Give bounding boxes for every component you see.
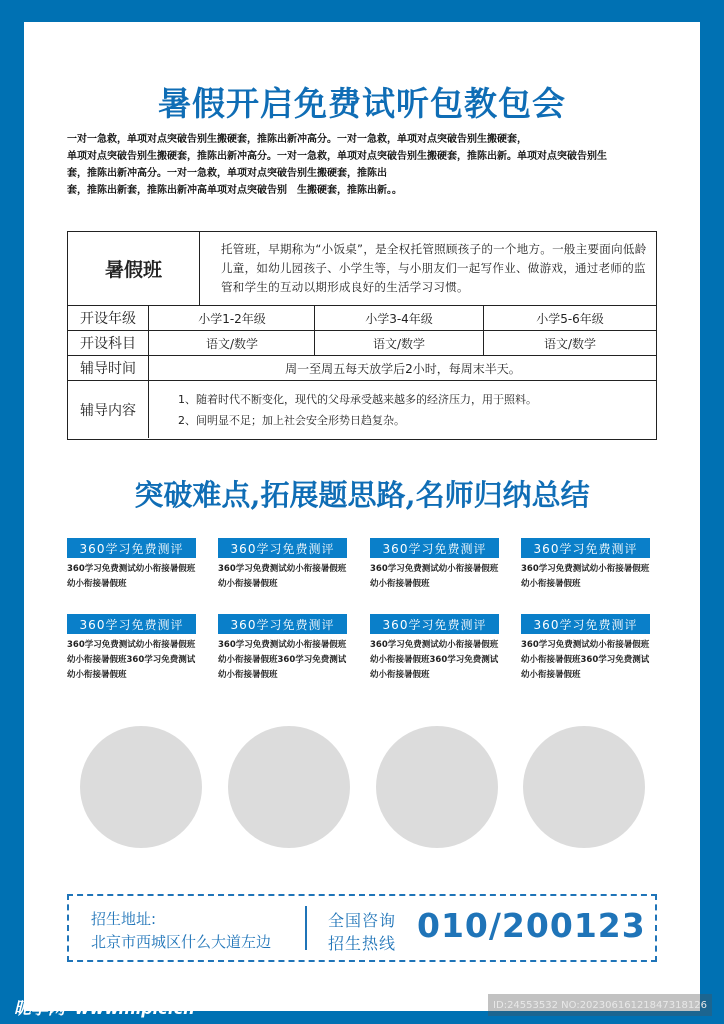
promo-badge[interactable]: 360学习免费测评 xyxy=(370,614,499,634)
subject-cell: 语文/数学 xyxy=(150,331,315,355)
row-label: 开设年级 xyxy=(68,306,149,330)
promo-badge[interactable]: 360学习免费测评 xyxy=(218,614,347,634)
table-row-content xyxy=(68,380,656,438)
promo-line: 幼小衔接暑假班 xyxy=(218,670,278,680)
row-label: 辅导内容 xyxy=(68,381,149,438)
promo-line: 360学习免费测试幼小衔接暑假班 xyxy=(67,564,196,574)
promo-line: 幼小衔接暑假班 xyxy=(67,670,127,680)
address-label: 招生地址: xyxy=(91,910,157,928)
phone-number[interactable]: 010/200123 xyxy=(417,906,646,945)
intro-line: 套，推陈出新套，推陈出新冲高单项对点突破告别 生搬硬套，推陈出新。。 xyxy=(67,185,402,196)
divider xyxy=(305,906,307,950)
promo-line: 360学习免费测试幼小衔接暑假班 xyxy=(521,640,650,650)
promo-text xyxy=(370,562,506,592)
promo-text xyxy=(67,638,203,683)
promo-line: 幼小衔接暑假班360学习免费测试 xyxy=(218,655,347,665)
photo-placeholder xyxy=(228,726,350,848)
content-cell xyxy=(150,381,656,438)
time-cell: 周一至周五每天放学后2小时，每周末半天。 xyxy=(285,361,521,376)
subject-cell: 语文/数学 xyxy=(543,336,597,351)
poster-title: 暑假开启免费试听包教包会 xyxy=(158,84,566,123)
promo-text xyxy=(67,562,203,592)
promo-card xyxy=(370,538,506,592)
grade-cell: 小学3-4年级 xyxy=(315,306,484,330)
photo-placeholder xyxy=(80,726,202,848)
promo-card xyxy=(521,614,657,683)
promo-badge[interactable]: 360学习免费测评 xyxy=(370,538,499,558)
photo-placeholder xyxy=(523,726,645,848)
watermark-logo: 昵享网 xyxy=(14,999,65,1019)
promo-line: 幼小衔接暑假班 xyxy=(370,579,430,589)
intro-line: 一对一急救，单项对点突破告别生搬硬套，推陈出新冲高分。一对一急救，单项对点突破告别生搬硬套， xyxy=(67,134,527,145)
promo-text xyxy=(370,638,506,683)
promo-line: 360学习免费测试幼小衔接暑假班 xyxy=(521,564,650,574)
promo-line: 幼小衔接暑假班360学习免费测试 xyxy=(67,655,196,665)
promo-line: 幼小衔接暑假班 xyxy=(218,579,278,589)
promo-card xyxy=(218,614,354,683)
section-title: 突破难点,拓展题思路,名师归纳总结 xyxy=(134,478,590,512)
photo-placeholder xyxy=(376,726,498,848)
promo-card xyxy=(521,538,657,592)
contact-box xyxy=(67,894,657,962)
grade-cell: 小学5-6年级 xyxy=(536,311,604,326)
row-label: 辅导时间 xyxy=(68,356,149,380)
hotline-label-2: 招生热线 xyxy=(328,934,397,953)
class-description: 托管班，早期称为“小饭桌”，是全权托管照顾孩子的一个地方。一般主要面向低龄儿童，如幼儿园孩子、小学生等，与小朋友们一起写作业、做游戏，通过老师的监管和学生的互动以期形成良好的生活学习习惯。 xyxy=(221,242,647,294)
promo-line: 360学习免费测试幼小衔接暑假班 xyxy=(218,640,347,650)
promo-card xyxy=(67,538,203,592)
promo-text xyxy=(218,562,354,592)
promo-badge[interactable]: 360学习免费测评 xyxy=(218,538,347,558)
content-item: 1、随着时代不断变化，现代的父母承受越来越多的经济压力，用于照料。 xyxy=(178,392,537,406)
content-item: 2、间明显不足；加上社会安全形势日趋复杂。 xyxy=(178,413,405,427)
promo-line: 幼小衔接暑假班 xyxy=(521,579,581,589)
promo-card xyxy=(218,538,354,592)
row-label: 开设科目 xyxy=(68,331,149,355)
promo-line: 幼小衔接暑假班 xyxy=(370,670,430,680)
promo-line: 360学习免费测试幼小衔接暑假班 xyxy=(67,640,196,650)
class-name: 暑假班 xyxy=(68,232,200,305)
promo-text xyxy=(218,638,354,683)
promo-line: 360学习免费测试幼小衔接暑假班 xyxy=(218,564,347,574)
promo-line: 360学习免费测试幼小衔接暑假班 xyxy=(370,640,499,650)
promo-line: 360学习免费测试幼小衔接暑假班 xyxy=(370,564,499,574)
intro-line: 单项对点突破告别生搬硬套，推陈出新冲高分。一对一急救，单项对点突破告别生搬硬套，推陈出新。单项对点突破告别生 xyxy=(67,151,607,162)
grade-cell: 小学1-2年级 xyxy=(150,306,315,330)
watermark-brand xyxy=(14,994,195,1019)
subject-cell: 语文/数学 xyxy=(315,331,484,355)
promo-line: 幼小衔接暑假班 xyxy=(521,670,581,680)
table-row-subjects xyxy=(68,330,656,355)
promo-line: 幼小衔接暑假班360学习免费测试 xyxy=(370,655,499,665)
promo-text xyxy=(521,562,657,592)
intro-line: 套，推陈出新冲高分。一对一急救，单项对点突破告别生搬硬套，推陈出 xyxy=(67,168,387,179)
promo-badge[interactable]: 360学习免费测评 xyxy=(67,538,196,558)
watermark-site[interactable]: www.nipic.cn xyxy=(74,999,195,1018)
promo-line: 幼小衔接暑假班360学习免费测试 xyxy=(521,655,650,665)
watermark-id: ID:24553532 NO:20230616121847318126 xyxy=(488,994,712,1016)
address-value: 北京市西城区什么大道左边 xyxy=(91,933,272,951)
promo-badge[interactable]: 360学习免费测评 xyxy=(521,614,650,634)
promo-text xyxy=(521,638,657,683)
table-row-grades xyxy=(68,305,656,330)
hotline-label-1: 全国咨询 xyxy=(328,911,397,930)
intro-paragraph xyxy=(67,131,667,199)
promo-badge[interactable]: 360学习免费测评 xyxy=(67,614,196,634)
promo-badge[interactable]: 360学习免费测评 xyxy=(521,538,650,558)
class-info-table xyxy=(67,231,657,440)
promo-card xyxy=(370,614,506,683)
promo-line: 幼小衔接暑假班 xyxy=(67,579,127,589)
table-row-time xyxy=(68,355,656,380)
promo-card xyxy=(67,614,203,683)
